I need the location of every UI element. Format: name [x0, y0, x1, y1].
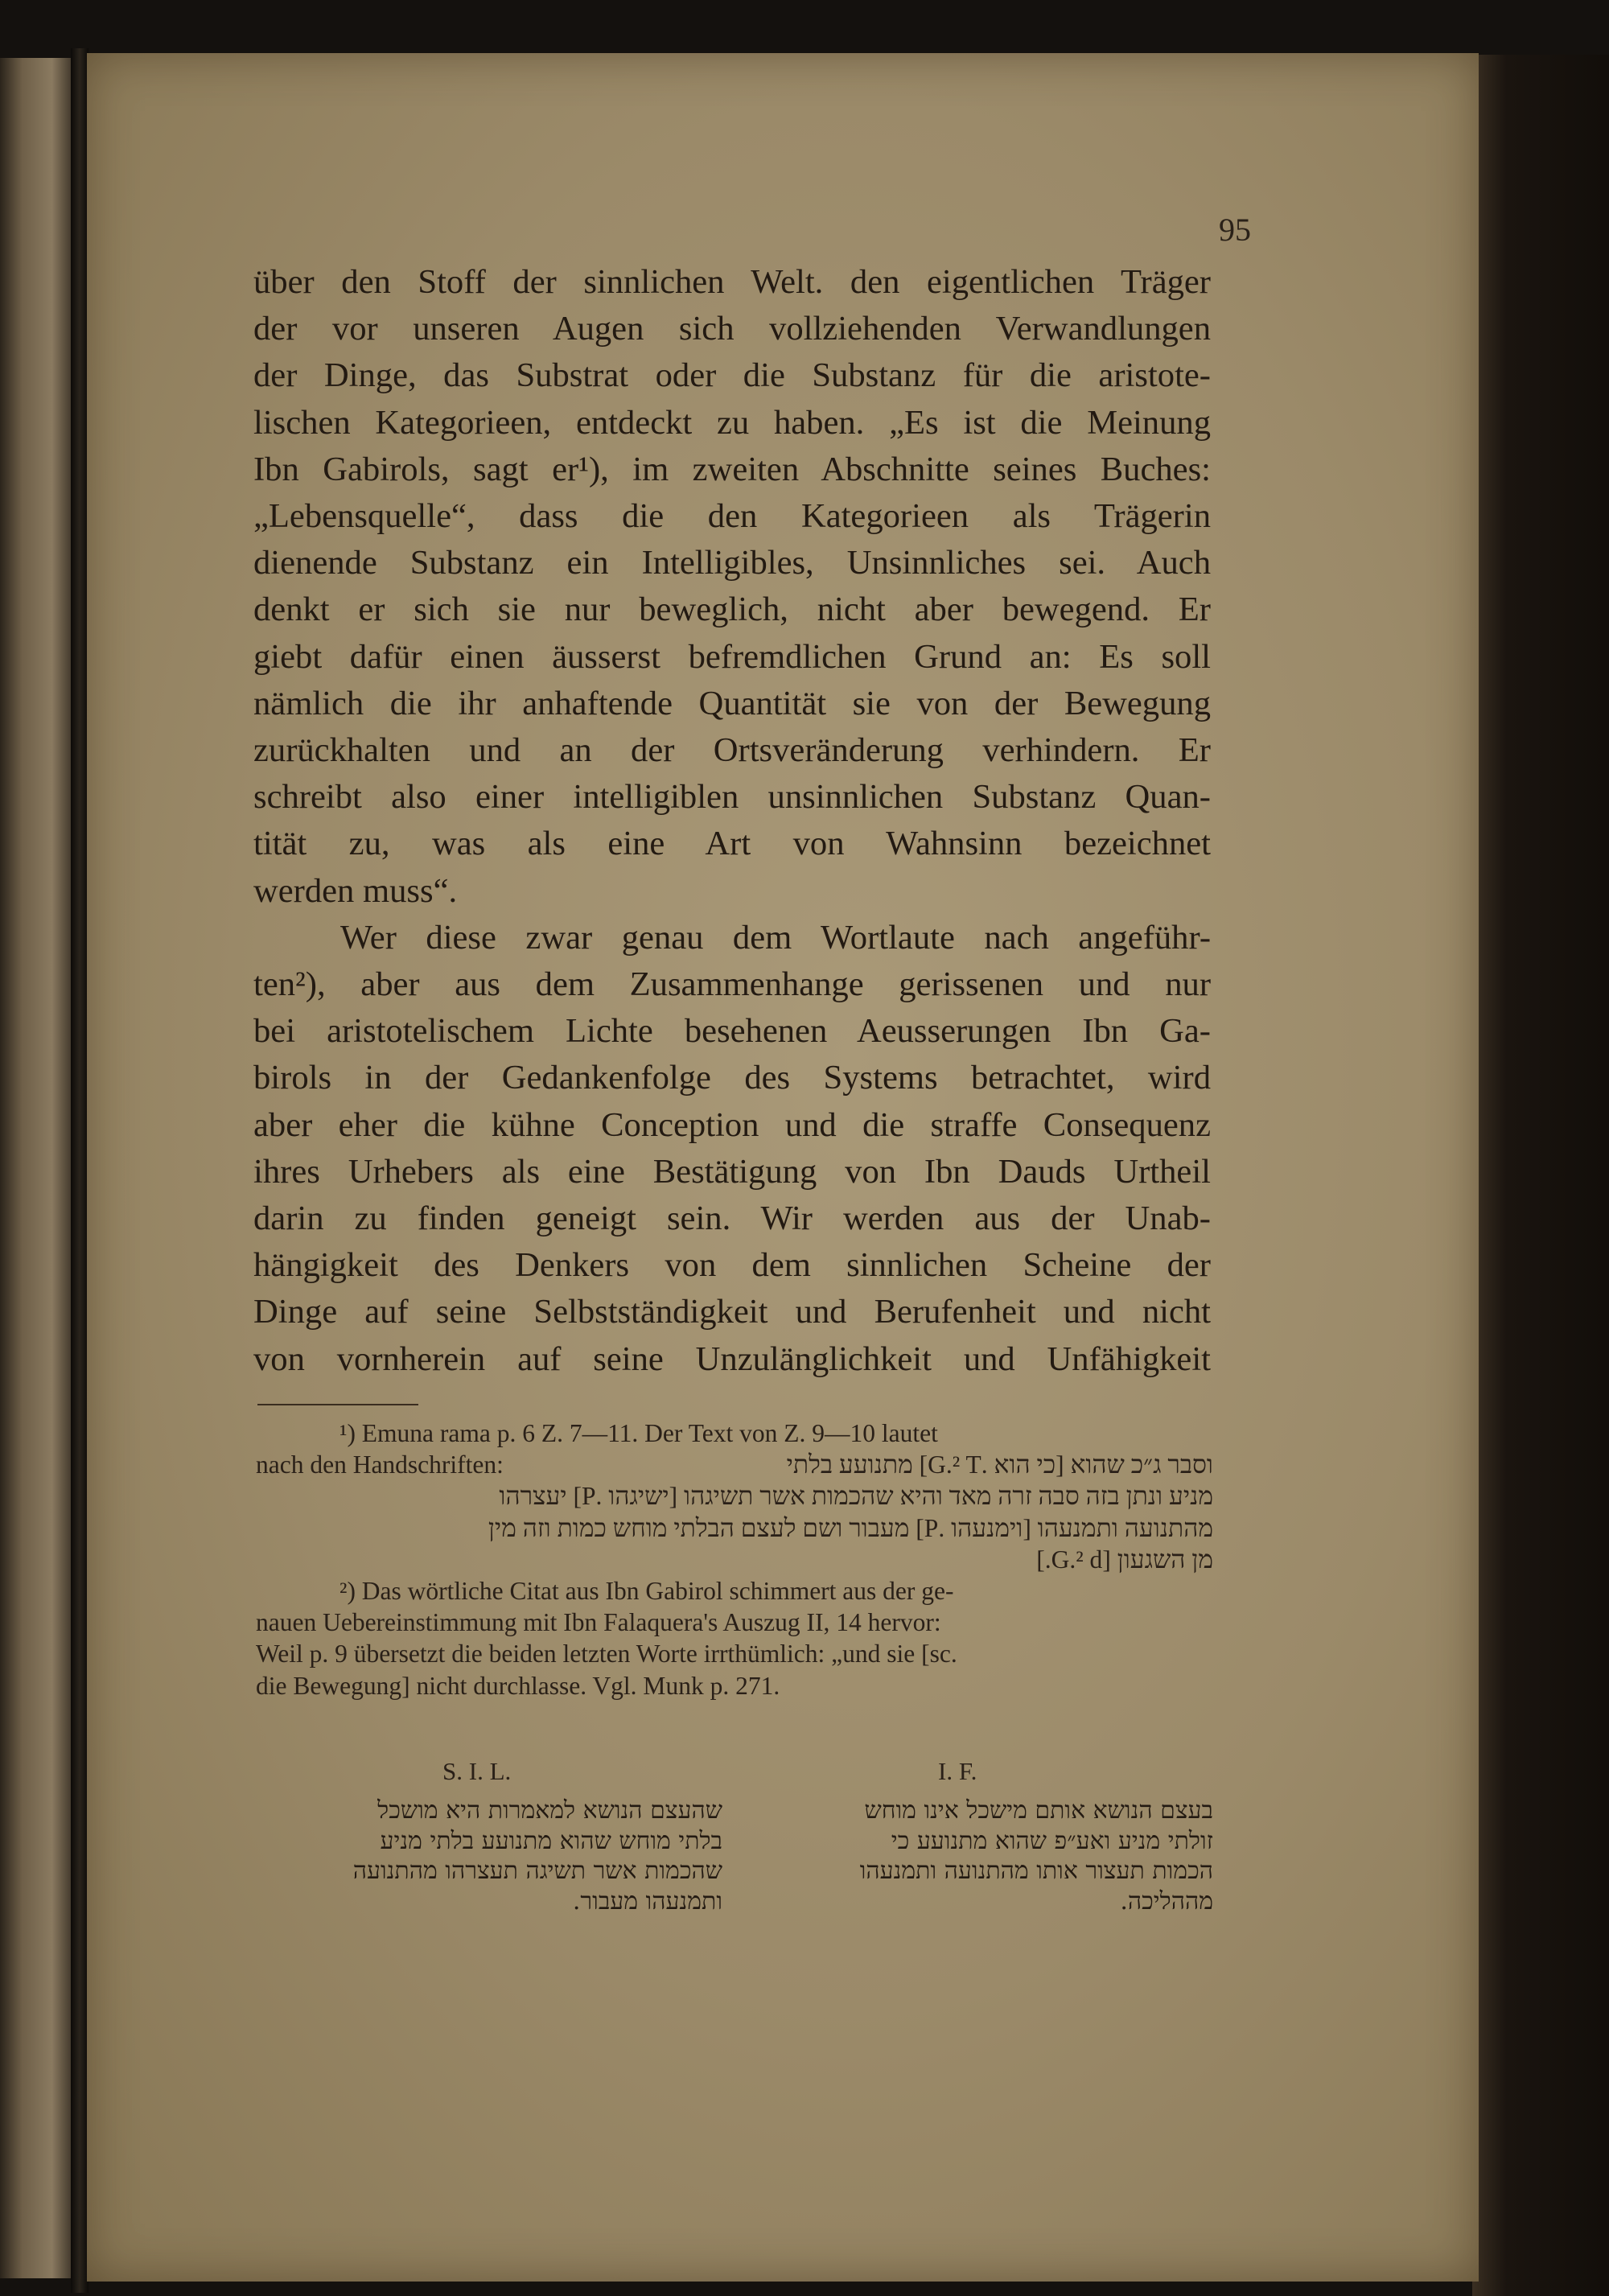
source-column-sil — [256, 1796, 722, 1916]
text-line: tität zu, was als eine Art von Wahnsinn bezeichnet — [253, 825, 1211, 863]
text-line: „Lebensquelle“, dass die den Kategorieen als Trägerin — [253, 497, 1211, 536]
footnote-1-line — [256, 1449, 1213, 1480]
left-page-edge — [0, 58, 74, 2278]
footnote-rule — [257, 1404, 418, 1405]
text-line: Dinge auf seine Selbstständigkeit und Berufenheit und nicht — [253, 1293, 1211, 1331]
source-column-if — [745, 1796, 1213, 1916]
hebrew-line: בלתי מוחש שהוא מתנועע בלתי מניע — [380, 1826, 722, 1855]
hebrew-line: ותמנעהו מעבור. — [572, 1887, 722, 1915]
text-line: Wer diese zwar genau dem Wortlaute nach angeführ- — [340, 918, 1211, 957]
text-line: giebt dafür einen äusserst befremdlichen Grund an: Es soll — [253, 637, 1211, 676]
footnote-1-hebrew-line: מן השגעון [G.² d.] — [1036, 1545, 1213, 1574]
footnotes — [256, 1418, 1213, 1701]
text-line: der Dinge, das Substrat oder die Substanz für die aristote- — [253, 356, 1211, 395]
source-label-if: I. F. — [938, 1757, 977, 1785]
hebrew-line: בעצם הנושא אותם מישכל אינו מוחש — [864, 1796, 1213, 1825]
footnote-2-line: die Bewegung] nicht durchlasse. Vgl. Munk p. 271. — [256, 1671, 780, 1700]
hebrew-line: שהכמות אשר תשיגה תעצרהו מהתנועה — [352, 1857, 722, 1885]
text-line: hängigkeit des Denkers von dem sinnlichen Scheine der — [253, 1246, 1211, 1285]
source-label-sil: S. I. L. — [442, 1757, 512, 1785]
footnote-1-hebrew: וסבר ג״כ שהוא [כי הוא .G.² T] מתנועע בלתי — [786, 1450, 1213, 1479]
text-line: bei aristotelischem Lichte besehenen Aeusserungen Ibn Ga- — [253, 1012, 1211, 1051]
text-line: nämlich die ihr anhaftende Quantität sie von der Bewegung — [253, 684, 1211, 722]
text-line: darin zu finden geneigt sein. Wir werden aus der Unab- — [253, 1199, 1211, 1238]
footnote-2-line: ²) Das wörtliche Citat aus Ibn Gabirol schimmert aus der ge- — [339, 1577, 954, 1606]
footnote-2-line: nauen Uebereinstimmung mit Ibn Falaquera's Auszug II, 14 hervor: — [256, 1608, 941, 1637]
footnote-2-line: Weil p. 9 übersetzt die beiden letzten Worte irrthümlich: „und sie [sc. — [256, 1640, 957, 1669]
text-line: über den Stoff der sinnlichen Welt. den eigentlichen Träger — [253, 263, 1211, 301]
text-line: der vor unseren Augen sich vollziehenden Verwandlungen — [253, 310, 1211, 348]
hebrew-line: הכמות תעצור אותו מהתנועה ותמנעהו — [859, 1857, 1213, 1885]
text-line: ten²), aber aus dem Zusammenhange gerissenen und nur — [253, 965, 1211, 1004]
text-line: schreibt also einer intelligiblen unsinnlichen Substanz Quan- — [253, 778, 1211, 817]
text-line: denkt er sich sie nur beweglich, nicht aber bewegend. Er — [253, 590, 1211, 629]
text-line: lischen Kategorieen, entdeckt zu haben. „Es ist die Meinung — [253, 403, 1211, 442]
footnote-1-text: nach den Handschriften: — [256, 1450, 504, 1479]
book-cover-edge — [1472, 55, 1609, 2296]
footnote-1-line: ¹) Emuna rama p. 6 Z. 7—11. Der Text von Z. 9—10 lautet — [339, 1419, 938, 1447]
book-spine — [71, 48, 88, 2293]
footnote-1-hebrew-line: מניע ונתן בזה סבה זרה מאד והיא שהכמות אשר תשיגהו [ישיגהו .P] יעצרהו — [499, 1482, 1213, 1511]
text-line: birols in der Gedankenfolge des Systems betrachtet, wird — [253, 1059, 1211, 1097]
hebrew-line: זולתי מניע ואע״פ שהוא מתנועע כי — [891, 1826, 1213, 1855]
main-text — [253, 259, 1211, 1383]
text-line: Ibn Gabirols, sagt er¹), im zweiten Abschnitte seines Buches: — [253, 450, 1211, 488]
text-line: ihres Urhebers als eine Bestätigung von Ibn Dauds Urtheil — [253, 1152, 1211, 1191]
footnote-1-hebrew-line: מהתנועה ותמנעהו [וימנעהו .P] מעבור ושם לעצם הבלתי מוחש כמות וזה מין — [488, 1513, 1213, 1542]
text-line: zurückhalten und an der Ortsveränderung verhindern. Er — [253, 731, 1211, 770]
hebrew-line: שהעצם הנושא למאמרות היא מושכל — [377, 1796, 722, 1825]
text-line: dienende Substanz ein Intelligibles, Unsinnliches sei. Auch — [253, 544, 1211, 582]
text-line: werden muss“. — [253, 871, 458, 910]
text-line: von vornherein auf seine Unzulänglichkeit und Unfähigkeit — [253, 1339, 1211, 1378]
source-labels — [256, 1757, 1213, 1789]
text-line: aber eher die kühne Conception und die straffe Consequenz — [253, 1105, 1211, 1144]
hebrew-line: מההליכה. — [1120, 1887, 1213, 1915]
page-number: 95 — [1219, 212, 1251, 248]
